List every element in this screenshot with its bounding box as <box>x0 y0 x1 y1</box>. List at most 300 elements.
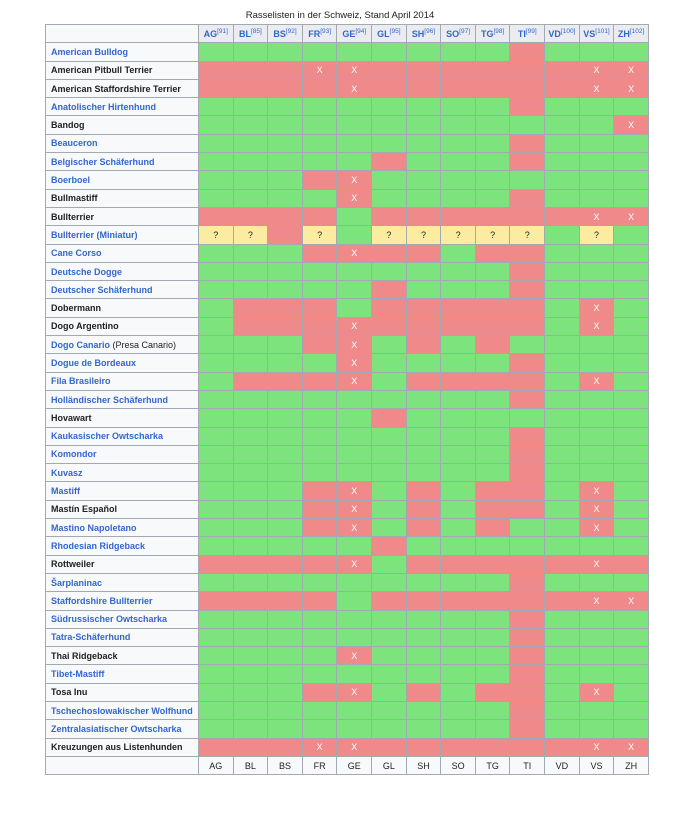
status-cell-zh <box>614 665 649 683</box>
table-row <box>46 500 649 518</box>
breed-name-cell[interactable] <box>46 519 199 537</box>
canton-reference[interactable]: [97] <box>459 27 470 35</box>
status-cell-zh <box>614 134 649 152</box>
canton-code[interactable]: BL <box>238 28 251 39</box>
status-cell-sh <box>406 427 441 445</box>
status-cell-ge <box>337 573 372 591</box>
status-cell-bs <box>268 116 303 134</box>
status-cell-tg <box>475 244 510 262</box>
status-cell-ag <box>199 482 234 500</box>
status-cell-so <box>441 537 476 555</box>
breed-name-cell[interactable] <box>46 153 199 171</box>
status-cell-gl <box>372 592 407 610</box>
status-cell-vs <box>579 519 614 537</box>
breed-link[interactable]: Beauceron <box>51 138 98 149</box>
breed-label: Tosa Inu <box>51 687 88 698</box>
breed-label: Rottweiler <box>51 559 95 570</box>
status-cell-ge <box>337 299 372 317</box>
status-cell-bs <box>268 207 303 225</box>
canton-reference[interactable]: [100] <box>560 27 576 35</box>
status-cell-tg <box>475 500 510 518</box>
canton-header-ti[interactable] <box>510 25 545 43</box>
breed-link[interactable]: Komondor <box>51 449 97 460</box>
status-cell-ti <box>510 720 545 738</box>
breed-name-cell[interactable] <box>46 134 199 152</box>
status-cell-ge <box>337 665 372 683</box>
status-cell-ag <box>199 207 234 225</box>
status-cell-bl <box>233 573 268 591</box>
breed-label: Bullmastiff <box>51 193 98 204</box>
status-cell-sh <box>406 281 441 299</box>
status-cell-so <box>441 207 476 225</box>
status-cell-tg <box>475 555 510 573</box>
status-cell-ag <box>199 153 234 171</box>
canton-header-so[interactable] <box>441 25 476 43</box>
canton-footer-ge: GE <box>337 756 372 774</box>
status-cell-fr <box>302 665 337 683</box>
breed-name-cell[interactable] <box>46 244 199 262</box>
status-cell-gl <box>372 445 407 463</box>
status-cell-tg <box>475 647 510 665</box>
dog-breed-list-table <box>45 24 649 775</box>
table-row <box>46 98 649 116</box>
status-cell-zh <box>614 720 649 738</box>
status-cell-ti <box>510 409 545 427</box>
status-cell-zh <box>614 537 649 555</box>
status-cell-gl <box>372 647 407 665</box>
prohibited-mark: X <box>316 742 323 753</box>
canton-reference[interactable]: [102] <box>629 27 645 35</box>
status-cell-gl <box>372 665 407 683</box>
status-cell-so <box>441 409 476 427</box>
breed-link[interactable]: Anatolischer Hirtenhund <box>51 101 157 112</box>
status-cell-gl <box>372 500 407 518</box>
prohibited-mark: X <box>316 65 323 76</box>
breed-link[interactable]: Šarplaninac <box>51 577 103 588</box>
breed-link[interactable]: Bullterrier (Miniatur) <box>51 229 138 240</box>
canton-reference[interactable]: [95] <box>389 27 401 35</box>
status-cell-ge <box>337 98 372 116</box>
prohibited-mark: X <box>593 83 600 94</box>
status-cell-ge <box>337 555 372 573</box>
status-cell-ti <box>510 427 545 445</box>
breed-name-cell <box>46 500 199 518</box>
breed-name-cell[interactable] <box>46 336 199 354</box>
status-cell-bl <box>233 464 268 482</box>
breed-link[interactable]: Deutsche Dogge <box>51 266 123 277</box>
breed-link[interactable]: Fila Brasileiro <box>51 376 111 387</box>
canton-reference[interactable]: [99] <box>525 27 537 35</box>
status-cell-bs <box>268 464 303 482</box>
status-cell-so <box>441 665 476 683</box>
breed-name-cell <box>46 61 199 79</box>
status-cell-ag <box>199 281 234 299</box>
status-cell-so <box>441 610 476 628</box>
status-cell-ti <box>510 61 545 79</box>
breed-link[interactable]: Tatra-Schäferhund <box>51 632 131 643</box>
status-cell-bs <box>268 519 303 537</box>
status-cell-ti <box>510 537 545 555</box>
status-cell-vd <box>545 317 580 335</box>
prohibited-mark: X <box>351 522 358 533</box>
canton-code[interactable]: GL <box>377 28 390 39</box>
canton-reference[interactable]: [92] <box>285 27 297 35</box>
status-cell-bl <box>233 61 268 79</box>
status-cell-ti <box>510 116 545 134</box>
canton-header-vd[interactable] <box>545 25 580 43</box>
table-body <box>46 43 649 757</box>
status-cell-sh <box>406 336 441 354</box>
corner-cell <box>46 25 199 43</box>
breed-name-cell[interactable] <box>46 171 199 189</box>
breed-link[interactable]: Tschechoslowakischer Wolfhund <box>51 705 193 716</box>
status-cell-fr <box>302 189 337 207</box>
status-cell-bl <box>233 354 268 372</box>
status-cell-vs <box>579 43 614 61</box>
status-cell-vd <box>545 153 580 171</box>
table-row <box>46 555 649 573</box>
status-cell-gl <box>372 628 407 646</box>
status-cell-ag <box>199 262 234 280</box>
breed-name-cell[interactable] <box>46 701 199 719</box>
status-cell-ag <box>199 592 234 610</box>
status-cell-bl <box>233 482 268 500</box>
breed-name-cell[interactable] <box>46 281 199 299</box>
status-cell-vs <box>579 482 614 500</box>
status-cell-fr <box>302 354 337 372</box>
canton-code[interactable]: BS <box>273 28 286 39</box>
canton-footer-fr: FR <box>302 756 337 774</box>
breed-label: Hovawart <box>51 412 92 423</box>
status-cell-zh <box>614 500 649 518</box>
breed-name-cell[interactable] <box>46 390 199 408</box>
breed-name-cell[interactable] <box>46 665 199 683</box>
status-cell-ti <box>510 665 545 683</box>
status-cell-bs <box>268 720 303 738</box>
status-cell-bl <box>233 336 268 354</box>
table-row <box>46 226 649 244</box>
status-cell-tg <box>475 134 510 152</box>
status-cell-zh <box>614 647 649 665</box>
breed-link[interactable]: Belgischer Schäferhund <box>51 156 155 167</box>
status-cell-vs <box>579 647 614 665</box>
status-cell-bl <box>233 592 268 610</box>
status-cell-ti <box>510 592 545 610</box>
status-cell-bs <box>268 189 303 207</box>
status-cell-bl <box>233 98 268 116</box>
status-cell-tg <box>475 43 510 61</box>
status-cell-bs <box>268 610 303 628</box>
breed-name-cell[interactable] <box>46 592 199 610</box>
canton-reference[interactable]: [94] <box>355 27 367 35</box>
status-cell-ti <box>510 336 545 354</box>
unknown-mark: ? <box>247 229 253 240</box>
canton-header-vs[interactable] <box>579 25 614 43</box>
status-cell-gl <box>372 555 407 573</box>
status-cell-bl <box>233 134 268 152</box>
status-cell-gl <box>372 244 407 262</box>
canton-code[interactable]: FR <box>308 28 321 39</box>
status-cell-so <box>441 500 476 518</box>
status-cell-ti <box>510 262 545 280</box>
status-cell-ge <box>337 226 372 244</box>
status-cell-fr <box>302 537 337 555</box>
status-cell-zh <box>614 299 649 317</box>
breed-link[interactable]: Südrussischer Owtscharka <box>51 614 168 625</box>
status-cell-ti <box>510 701 545 719</box>
status-cell-so <box>441 43 476 61</box>
status-cell-sh <box>406 500 441 518</box>
canton-code[interactable]: VS <box>583 28 596 39</box>
status-cell-ti <box>510 573 545 591</box>
canton-header-zh[interactable] <box>614 25 649 43</box>
status-cell-bs <box>268 701 303 719</box>
breed-name-cell[interactable] <box>46 537 199 555</box>
status-cell-ag <box>199 701 234 719</box>
status-cell-ti <box>510 79 545 97</box>
status-cell-bs <box>268 336 303 354</box>
breed-name-cell[interactable] <box>46 98 199 116</box>
breed-link[interactable]: Kuvasz <box>51 467 83 478</box>
status-cell-so <box>441 464 476 482</box>
breed-name-cell <box>46 79 199 97</box>
status-cell-bs <box>268 683 303 701</box>
status-cell-vd <box>545 207 580 225</box>
status-cell-vd <box>545 134 580 152</box>
breed-name-cell[interactable] <box>46 445 199 463</box>
status-cell-vd <box>545 116 580 134</box>
canton-header-sh[interactable] <box>406 25 441 43</box>
status-cell-bl <box>233 390 268 408</box>
status-cell-fr <box>302 79 337 97</box>
canton-header-tg[interactable] <box>475 25 510 43</box>
canton-code[interactable]: TG <box>481 28 494 39</box>
canton-header-bl[interactable] <box>233 25 268 43</box>
breed-link[interactable]: Tibet-Mastiff <box>51 669 105 680</box>
status-cell-sh <box>406 628 441 646</box>
header-row <box>46 25 649 43</box>
breed-label: American Pitbull Terrier <box>51 65 153 76</box>
status-cell-tg <box>475 738 510 756</box>
status-cell-zh <box>614 701 649 719</box>
status-cell-ti <box>510 98 545 116</box>
status-cell-ag <box>199 610 234 628</box>
status-cell-vd <box>545 720 580 738</box>
status-cell-ti <box>510 738 545 756</box>
status-cell-bl <box>233 317 268 335</box>
breed-link[interactable]: Dogue de Bordeaux <box>51 357 137 368</box>
status-cell-bl <box>233 372 268 390</box>
breed-link[interactable]: Mastino Napoletano <box>51 522 137 533</box>
status-cell-fr <box>302 628 337 646</box>
canton-code[interactable]: SO <box>446 28 460 39</box>
status-cell-fr <box>302 390 337 408</box>
table-row <box>46 464 649 482</box>
breed-link[interactable]: Staffordshire Bullterrier <box>51 595 153 606</box>
status-cell-ge <box>337 610 372 628</box>
status-cell-ge <box>337 592 372 610</box>
breed-name-cell[interactable] <box>46 262 199 280</box>
unknown-mark: ? <box>317 229 323 240</box>
status-cell-fr <box>302 647 337 665</box>
status-cell-vd <box>545 665 580 683</box>
status-cell-ag <box>199 738 234 756</box>
canton-reference[interactable]: [93] <box>320 27 332 35</box>
status-cell-ti <box>510 226 545 244</box>
status-cell-vd <box>545 445 580 463</box>
canton-code[interactable]: AG <box>203 28 218 39</box>
breed-name-cell[interactable] <box>46 427 199 445</box>
status-cell-sh <box>406 573 441 591</box>
status-cell-tg <box>475 372 510 390</box>
breed-link[interactable]: Holländischer Schäferhund <box>51 394 169 405</box>
status-cell-ge <box>337 79 372 97</box>
canton-reference[interactable]: [96] <box>424 27 436 35</box>
unknown-mark: ? <box>386 229 392 240</box>
table-row <box>46 244 649 262</box>
status-cell-vd <box>545 683 580 701</box>
breed-name-cell[interactable] <box>46 372 199 390</box>
breed-link[interactable]: Dogo Canario <box>51 339 111 350</box>
canton-header-bs[interactable] <box>268 25 303 43</box>
status-cell-sh <box>406 244 441 262</box>
canton-header-fr[interactable] <box>302 25 337 43</box>
status-cell-vs <box>579 738 614 756</box>
breed-link[interactable]: Cane Corso <box>51 248 102 259</box>
prohibited-mark: X <box>593 303 600 314</box>
status-cell-vd <box>545 464 580 482</box>
status-cell-zh <box>614 445 649 463</box>
prohibited-mark: X <box>628 742 635 753</box>
breed-name-cell[interactable] <box>46 354 199 372</box>
status-cell-zh <box>614 281 649 299</box>
status-cell-vs <box>579 720 614 738</box>
status-cell-bs <box>268 409 303 427</box>
status-cell-fr <box>302 153 337 171</box>
status-cell-fr <box>302 317 337 335</box>
breed-link[interactable]: Mastiff <box>51 486 80 497</box>
breed-label: Dobermann <box>51 303 102 314</box>
status-cell-zh <box>614 683 649 701</box>
status-cell-sh <box>406 610 441 628</box>
status-cell-ge <box>337 519 372 537</box>
status-cell-ti <box>510 153 545 171</box>
status-cell-bs <box>268 665 303 683</box>
breed-name-cell[interactable] <box>46 610 199 628</box>
breed-link[interactable]: Boerboel <box>51 175 91 186</box>
canton-reference[interactable]: [91] <box>217 27 228 35</box>
status-cell-vs <box>579 427 614 445</box>
status-cell-ge <box>337 683 372 701</box>
status-cell-tg <box>475 628 510 646</box>
status-cell-ti <box>510 317 545 335</box>
breed-name-cell[interactable] <box>46 482 199 500</box>
prohibited-mark: X <box>351 175 358 186</box>
canton-code[interactable]: GE <box>342 28 356 39</box>
breed-link[interactable]: Zentralasiatischer Owtscharka <box>51 723 182 734</box>
status-cell-gl <box>372 390 407 408</box>
canton-code[interactable]: SH <box>411 28 425 39</box>
breed-link[interactable]: American Bulldog <box>51 46 129 57</box>
canton-reference[interactable]: [101] <box>595 27 610 35</box>
canton-code[interactable]: ZH <box>617 28 630 39</box>
status-cell-vd <box>545 189 580 207</box>
breed-name-cell[interactable] <box>46 628 199 646</box>
breed-name-cell[interactable] <box>46 720 199 738</box>
status-cell-so <box>441 427 476 445</box>
prohibited-mark: X <box>593 486 600 497</box>
canton-reference[interactable]: [98] <box>493 27 505 35</box>
status-cell-zh <box>614 98 649 116</box>
status-cell-bl <box>233 299 268 317</box>
status-cell-bs <box>268 153 303 171</box>
breed-name-cell[interactable] <box>46 573 199 591</box>
status-cell-tg <box>475 207 510 225</box>
status-cell-tg <box>475 299 510 317</box>
status-cell-sh <box>406 79 441 97</box>
status-cell-sh <box>406 153 441 171</box>
status-cell-ag <box>199 171 234 189</box>
table-row <box>46 390 649 408</box>
status-cell-fr <box>302 281 337 299</box>
status-cell-ag <box>199 573 234 591</box>
status-cell-bl <box>233 610 268 628</box>
status-cell-zh <box>614 592 649 610</box>
canton-header-gl[interactable] <box>372 25 407 43</box>
breed-name-cell <box>46 555 199 573</box>
canton-footer-zh: ZH <box>614 756 649 774</box>
canton-header-ge[interactable] <box>337 25 372 43</box>
status-cell-ti <box>510 482 545 500</box>
status-cell-sh <box>406 592 441 610</box>
status-cell-ag <box>199 226 234 244</box>
status-cell-sh <box>406 354 441 372</box>
status-cell-fr <box>302 482 337 500</box>
canton-footer-ag: AG <box>199 756 234 774</box>
status-cell-gl <box>372 226 407 244</box>
status-cell-so <box>441 519 476 537</box>
canton-code[interactable]: VD <box>548 28 561 39</box>
status-cell-tg <box>475 336 510 354</box>
status-cell-bl <box>233 445 268 463</box>
breed-link[interactable]: Kaukasischer Owtscharka <box>51 431 164 442</box>
canton-footer-bs: BS <box>268 756 303 774</box>
prohibited-mark: X <box>593 687 600 698</box>
status-cell-so <box>441 390 476 408</box>
canton-code[interactable]: TI <box>517 28 526 39</box>
table-row <box>46 592 649 610</box>
status-cell-bl <box>233 427 268 445</box>
status-cell-gl <box>372 427 407 445</box>
breed-link[interactable]: Rhodesian Ridgeback <box>51 540 146 551</box>
breed-link[interactable]: Deutscher Schäferhund <box>51 284 153 295</box>
status-cell-gl <box>372 98 407 116</box>
unknown-mark: ? <box>524 229 530 240</box>
status-cell-fr <box>302 226 337 244</box>
status-cell-sh <box>406 390 441 408</box>
status-cell-zh <box>614 555 649 573</box>
breed-name-cell[interactable] <box>46 43 199 61</box>
breed-name-cell[interactable] <box>46 464 199 482</box>
status-cell-zh <box>614 409 649 427</box>
status-cell-ge <box>337 500 372 518</box>
canton-header-ag[interactable] <box>199 25 234 43</box>
status-cell-fr <box>302 738 337 756</box>
canton-reference[interactable]: [85] <box>250 27 262 35</box>
breed-name-cell <box>46 409 199 427</box>
status-cell-zh <box>614 519 649 537</box>
breed-name-cell[interactable] <box>46 226 199 244</box>
